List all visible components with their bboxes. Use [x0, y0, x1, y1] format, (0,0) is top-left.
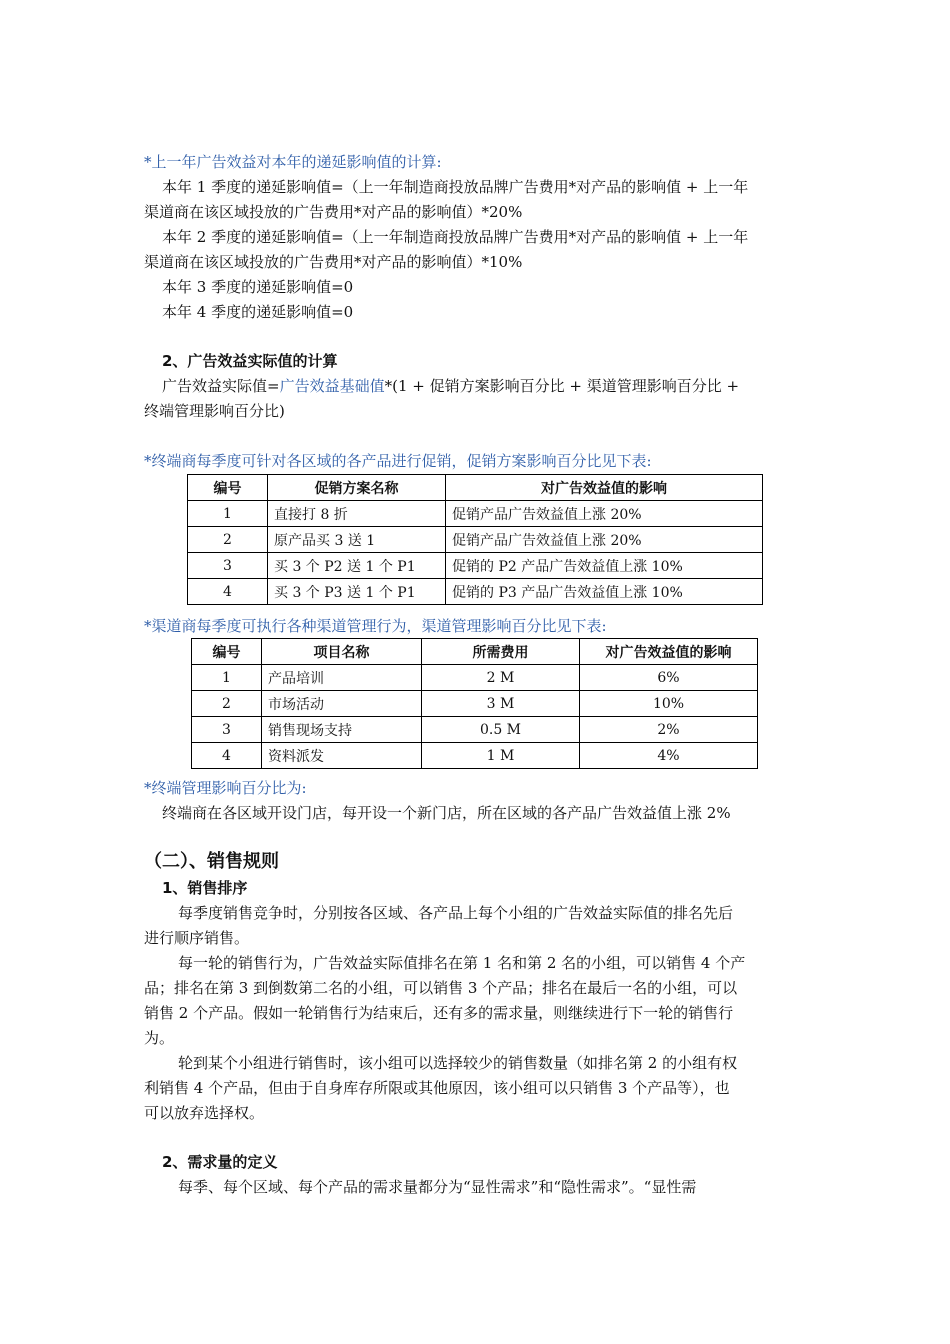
- sales-rules-heading: （二）、销售规则: [144, 851, 279, 872]
- paragraph-line: 每季度销售竞争时，分别按各区域、各产品上每个小组的广告效益实际值的排名先后: [178, 904, 734, 922]
- table-cell: 销售现场支持: [262, 717, 422, 743]
- q2-line1: 本年 2 季度的递延影响值=（上一年制造商投放品牌广告费用*对产品的影响值 + 上一年: [162, 228, 749, 246]
- table-cell: 买 3 个 P3 送 1 个 P1: [268, 579, 446, 605]
- table-cell: 资料派发: [262, 743, 422, 769]
- q1-line2: 渠道商在该区域投放的广告费用*对产品的影响值）*20%: [144, 203, 523, 221]
- table-row: [188, 501, 763, 527]
- paragraph-line: 可以放弃选择权。: [144, 1104, 265, 1122]
- table-row: [188, 553, 763, 579]
- table-cell: 3: [188, 553, 268, 579]
- q2-line2: 渠道商在该区域投放的广告费用*对产品的影响值）*10%: [144, 253, 523, 271]
- header-cell: 编号: [188, 475, 268, 501]
- table-cell: 4%: [580, 743, 758, 769]
- paragraph-line: 品；排名在第 3 到倒数第二名的小组，可以销售 3 个产品；排名在最后一名的小组，可以: [144, 979, 738, 997]
- terminal-text: 终端商在各区域开设门店，每开设一个新门店，所在区域的各产品广告效益值上涨 2%: [162, 804, 731, 822]
- table-cell: 促销产品广告效益值上涨 20%: [446, 501, 763, 527]
- header-cell: 对广告效益值的影响: [580, 639, 758, 665]
- header-cell: 促销方案名称: [268, 475, 446, 501]
- channel-table: [191, 638, 758, 769]
- channel-intro: *渠道商每季度可执行各种渠道管理行为，渠道管理影响百分比见下表:: [144, 617, 607, 635]
- promo-table: [187, 474, 763, 605]
- table-row: [192, 743, 758, 769]
- table-cell: 促销的 P2 产品广告效益值上涨 10%: [446, 553, 763, 579]
- table-row: [188, 579, 763, 605]
- table-cell: 0.5 M: [422, 717, 580, 743]
- q4-line: 本年 4 季度的递延影响值=0: [162, 303, 354, 321]
- table-cell: 促销的 P3 产品广告效益值上涨 10%: [446, 579, 763, 605]
- table-row: [188, 527, 763, 553]
- paragraph-line: 轮到某个小组进行销售时，该小组可以选择较少的销售数量（如排名第 2 的小组有权: [178, 1054, 738, 1072]
- header-cell: 项目名称: [262, 639, 422, 665]
- actual-heading: 2、广告效益实际值的计算: [162, 352, 338, 370]
- header-cell: 编号: [192, 639, 262, 665]
- carryover-heading: *上一年广告效益对本年的递延影响值的计算:: [144, 153, 442, 171]
- formula-prefix: 广告效益实际值=: [162, 377, 280, 395]
- paragraph-line: 利销售 4 个产品，但由于自身库存所限或其他原因，该小组可以只销售 3 个产品等），也: [144, 1079, 730, 1097]
- promo-intro: *终端商每季度可针对各区域的各产品进行促销，促销方案影响百分比见下表:: [144, 452, 652, 470]
- table-cell: 2: [192, 691, 262, 717]
- table-row: [192, 717, 758, 743]
- table-cell: 1: [188, 501, 268, 527]
- table-cell: 2%: [580, 717, 758, 743]
- paragraph-line: 销售 2 个产品。假如一轮销售行为结束后，还有多的需求量，则继续进行下一轮的销售行: [144, 1004, 734, 1022]
- table-cell: 4: [188, 579, 268, 605]
- table-cell: 买 3 个 P2 送 1 个 P1: [268, 553, 446, 579]
- table-cell: 3: [192, 717, 262, 743]
- header-cell: 所需费用: [422, 639, 580, 665]
- sales-order-heading: 1、销售排序: [162, 879, 248, 897]
- paragraph-line: 每季、每个区域、每个产品的需求量都分为“显性需求”和“隐性需求”。“显性需: [178, 1178, 697, 1196]
- header-cell: 对广告效益值的影响: [446, 475, 763, 501]
- demand-definition-heading: 2、需求量的定义: [162, 1153, 278, 1171]
- table-cell: 产品培训: [262, 665, 422, 691]
- formula-line2: 终端管理影响百分比): [144, 402, 285, 420]
- table-row: [192, 665, 758, 691]
- q1-line1: 本年 1 季度的递延影响值=（上一年制造商投放品牌广告费用*对产品的影响值 + 上一年: [162, 178, 749, 196]
- table-cell: 6%: [580, 665, 758, 691]
- paragraph-line: 每一轮的销售行为，广告效益实际值排名在第 1 名和第 2 名的小组，可以销售 4 个产: [178, 954, 746, 972]
- paragraph-line: 为。: [144, 1029, 175, 1047]
- paragraph-line: 进行顺序销售。: [144, 929, 250, 947]
- table-cell: 10%: [580, 691, 758, 717]
- table-header-row: [192, 639, 758, 665]
- table-header-row: [188, 475, 763, 501]
- table-cell: 2 M: [422, 665, 580, 691]
- q3-line: 本年 3 季度的递延影响值=0: [162, 278, 354, 296]
- table-cell: 直接打 8 折: [268, 501, 446, 527]
- table-cell: 1 M: [422, 743, 580, 769]
- terminal-intro: *终端管理影响百分比为:: [144, 779, 307, 797]
- formula-link[interactable]: 广告效益基础值: [279, 377, 385, 395]
- table-cell: 1: [192, 665, 262, 691]
- formula-line1: [162, 376, 739, 396]
- table-cell: 4: [192, 743, 262, 769]
- table-cell: 原产品买 3 送 1: [268, 527, 446, 553]
- table-cell: 3 M: [422, 691, 580, 717]
- table-cell: 市场活动: [262, 691, 422, 717]
- formula-rest: *(1 + 促销方案影响百分比 + 渠道管理影响百分比 +: [384, 377, 740, 395]
- table-cell: 促销产品广告效益值上涨 20%: [446, 527, 763, 553]
- table-row: [192, 691, 758, 717]
- table-cell: 2: [188, 527, 268, 553]
